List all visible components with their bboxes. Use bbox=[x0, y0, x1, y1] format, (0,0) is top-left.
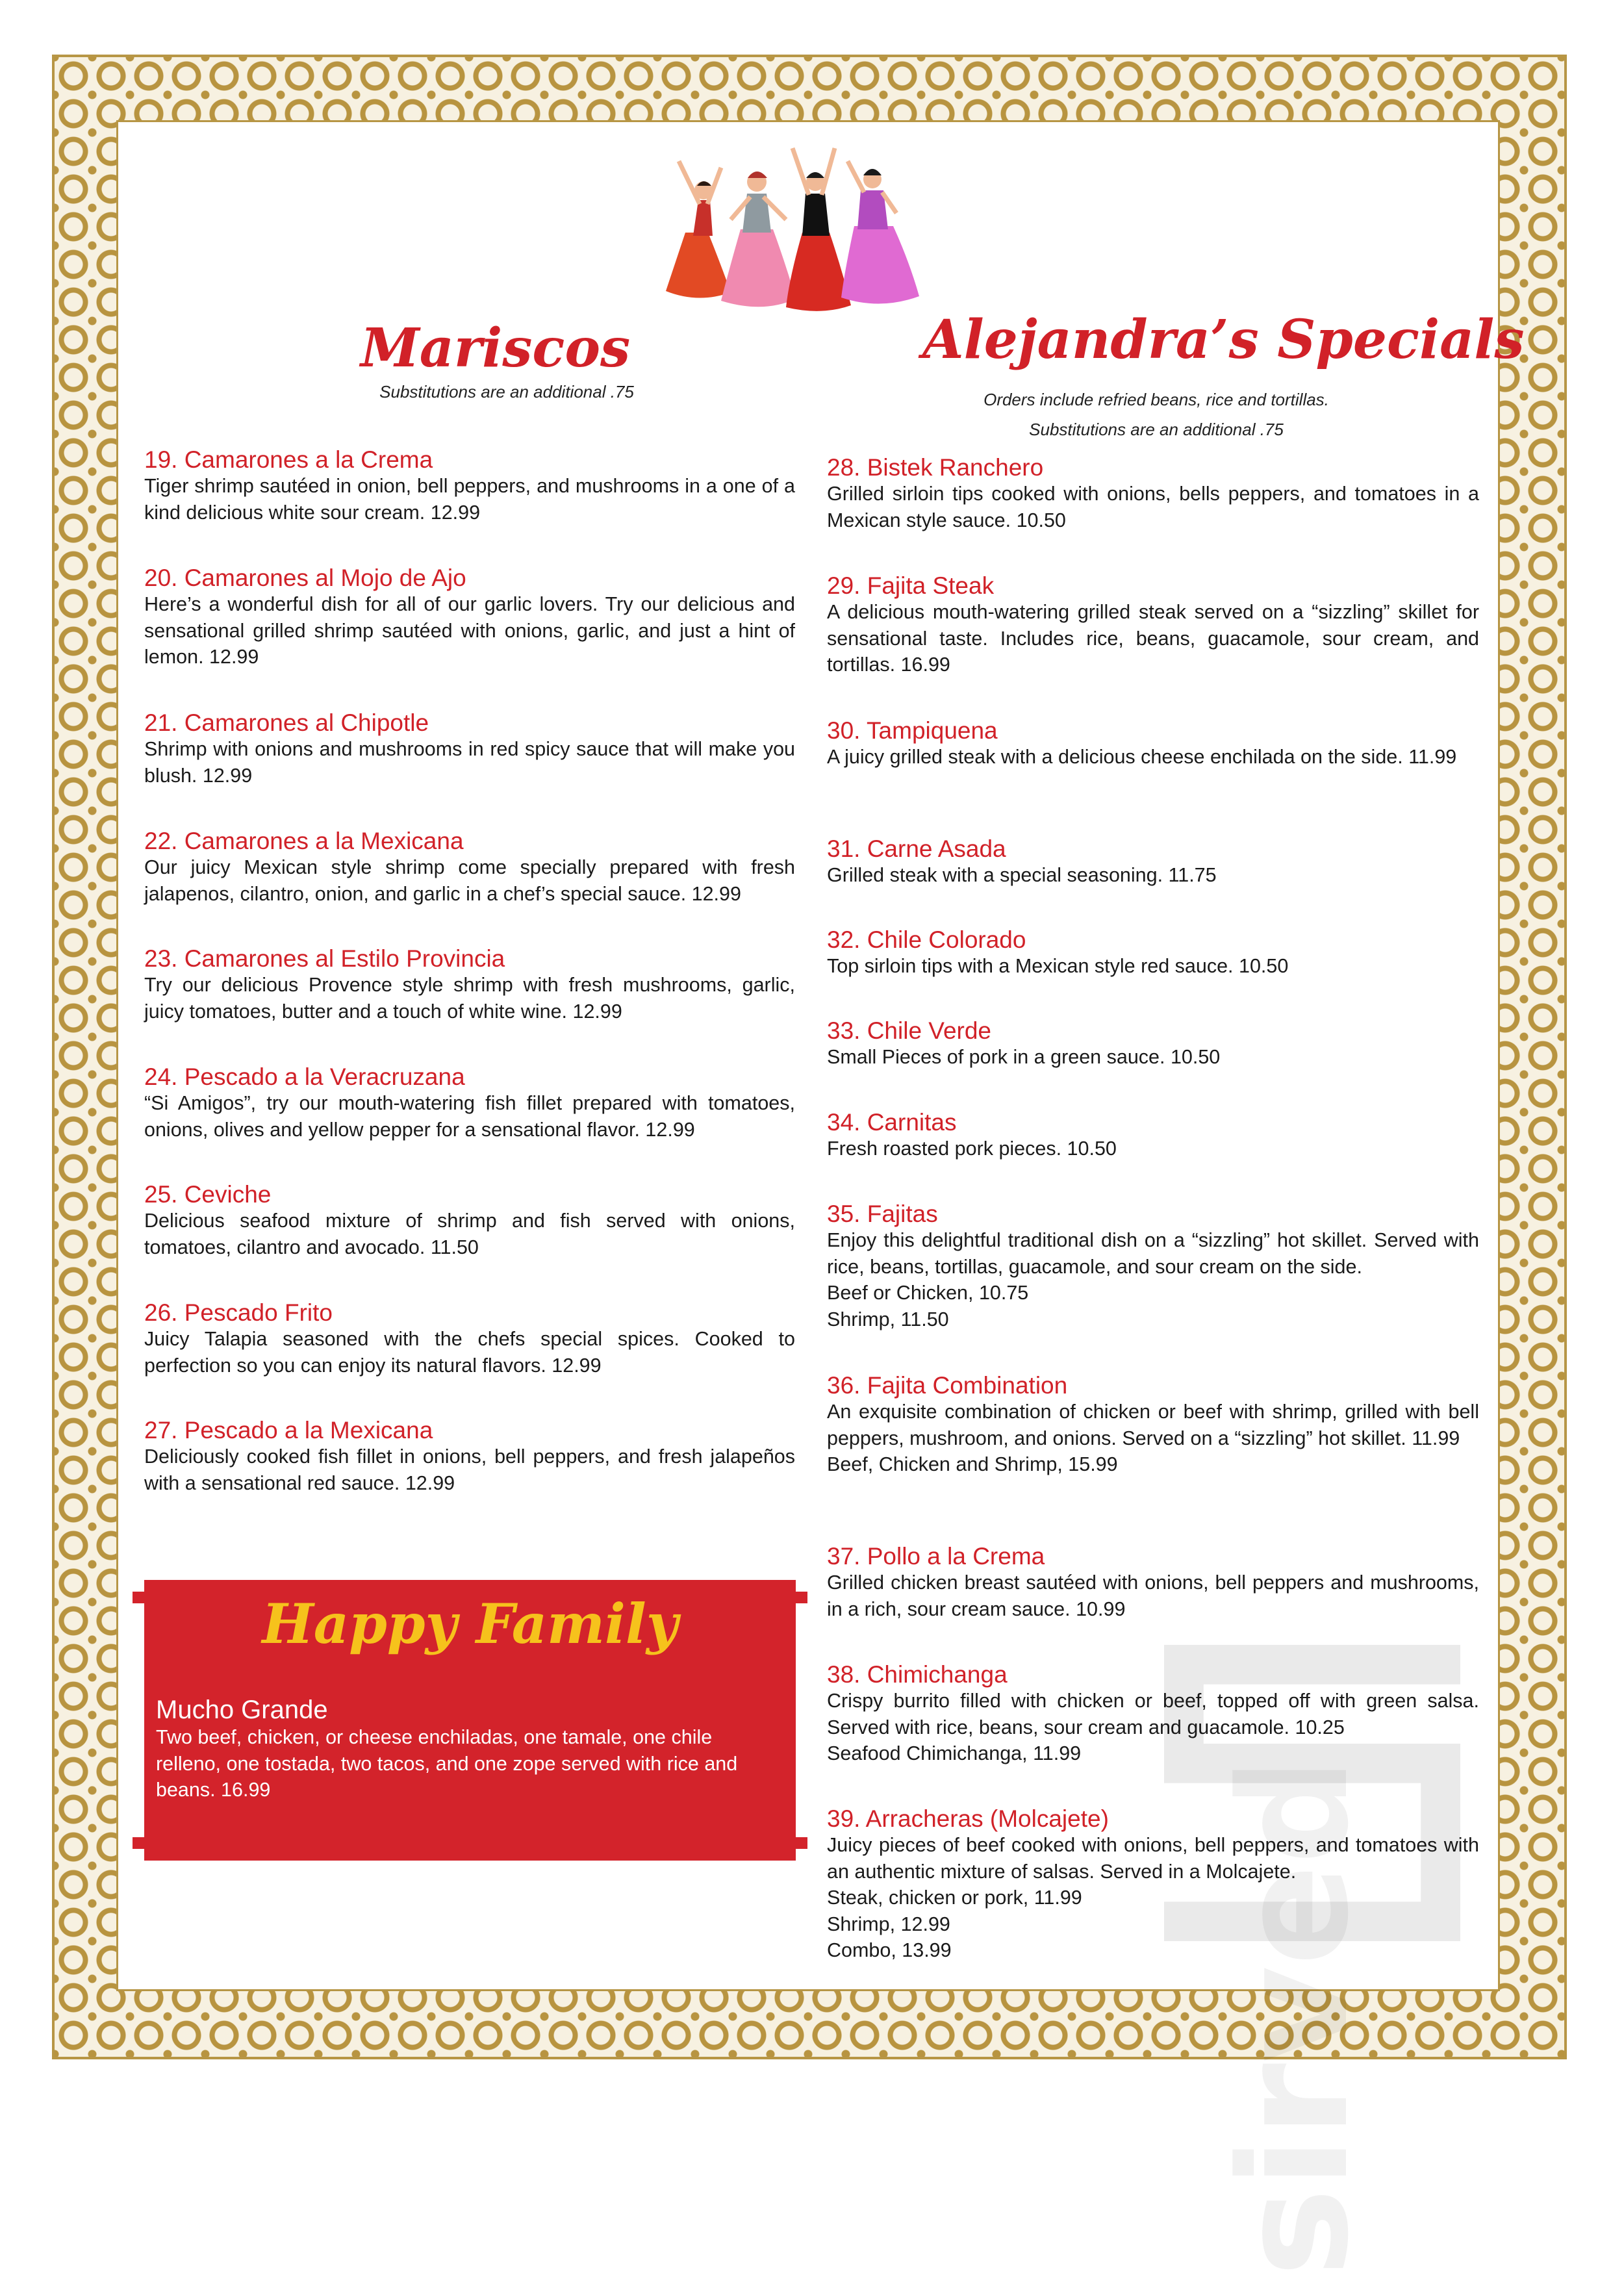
menu-item-19 bbox=[144, 447, 795, 526]
menu-item-description: Grilled steak with a special seasoning. 11.75 bbox=[827, 864, 1217, 886]
menu-item-33 bbox=[827, 1018, 1479, 1071]
menu-item-22 bbox=[144, 828, 795, 907]
menu-item-26 bbox=[144, 1300, 795, 1379]
menu-item-description: Delicious seafood mixture of shrimp and fish served with onions, tomatoes, cilantro and avocado. 11.50 bbox=[144, 1210, 795, 1258]
box-corner-notch bbox=[796, 1837, 807, 1849]
menu-item-29 bbox=[827, 573, 1479, 678]
happy-family-box bbox=[144, 1580, 796, 1861]
box-corner-notch bbox=[796, 1592, 807, 1603]
menu-item-name: 36. Fajita Combination bbox=[827, 1372, 1068, 1399]
menu-item-description: Two beef, chicken, or cheese enchiladas, one tamale, one chile relleno, one tostada, two tacos, and one zope served with rice and beans. 16.99 bbox=[156, 1726, 738, 1801]
mariscos-title: Mariscos bbox=[361, 317, 631, 379]
menu-item-name: 33. Chile Verde bbox=[827, 1017, 992, 1044]
menu-item-description: An exquisite combination of chicken or beef with shrimp, grilled with bell peppers, mushroom, and onions. Served on a “sizzling” hot skillet. 11.99 bbox=[827, 1401, 1479, 1449]
menu-item-description: “Si Amigos”, try our mouth-watering fish fillet prepared with tomatoes, onions, olives and yellow pepper for a sensational flavor. 12.99 bbox=[144, 1092, 795, 1141]
menu-item-description: Juicy Talapia seasoned with the chefs special spices. Cooked to perfection so you can enjoy its natural flavors. 12.99 bbox=[144, 1328, 795, 1377]
menu-item-variant: Beef, Chicken and Shrimp, 15.99 bbox=[827, 1453, 1118, 1475]
menu-item-20 bbox=[144, 565, 795, 670]
menu-item-name: 38. Chimichanga bbox=[827, 1661, 1008, 1688]
box-corner-notch bbox=[133, 1837, 144, 1849]
menu-item-variant: Shrimp, 12.99 bbox=[827, 1913, 950, 1935]
menu-item-30 bbox=[827, 718, 1479, 770]
menu-item-32 bbox=[827, 927, 1479, 980]
menu-item-description: Grilled sirloin tips cooked with onions, bells peppers, and tomatoes in a Mexican style sauce. 10.50 bbox=[827, 483, 1479, 531]
menu-item-name: 26. Pescado Frito bbox=[144, 1299, 333, 1326]
menu-item-description: Tiger shrimp sautéed in onion, bell peppers, and mushrooms in a one of a kind delicious white sour cream. 12.99 bbox=[144, 475, 795, 524]
menu-item-24 bbox=[144, 1064, 795, 1143]
specials-note-1: Orders include refried beans, rice and tortillas. bbox=[983, 390, 1329, 409]
menu-item-name: 22. Camarones a la Mexicana bbox=[144, 828, 464, 854]
menu-item-description: Small Pieces of pork in a green sauce. 10.50 bbox=[827, 1046, 1221, 1068]
menu-item-name: 28. Bistek Ranchero bbox=[827, 454, 1044, 481]
menu-item-variant: Steak, chicken or pork, 11.99 bbox=[827, 1887, 1082, 1909]
menu-item-variant: Combo, 13.99 bbox=[827, 1939, 952, 1961]
menu-item-34 bbox=[827, 1110, 1479, 1162]
specials-note-2: Substitutions are an additional .75 bbox=[1029, 420, 1284, 439]
menu-item-name: 32. Chile Colorado bbox=[827, 926, 1026, 953]
menu-item-name: 31. Carne Asada bbox=[827, 835, 1006, 862]
happy-family-title: Happy Family bbox=[262, 1592, 678, 1656]
menu-item-name: Mucho Grande bbox=[156, 1696, 328, 1724]
menu-item-description: Try our delicious Provence style shrimp with fresh mushrooms, garlic, juicy tomatoes, butter and a touch of white wine. 12.99 bbox=[144, 974, 795, 1023]
mariscos-note: Substitutions are an additional .75 bbox=[379, 382, 634, 401]
menu-item-25 bbox=[144, 1182, 795, 1260]
menu-item-description: Deliciously cooked fish fillet in onions, bell peppers, and fresh jalapeños with a sensational red sauce. 12.99 bbox=[144, 1445, 795, 1494]
menu-item-28 bbox=[827, 455, 1479, 533]
menu-item-name: 29. Fajita Steak bbox=[827, 572, 995, 599]
specials-title: Alejandra’s Specials bbox=[922, 309, 1525, 371]
menu-item-36 bbox=[827, 1373, 1479, 1478]
box-corner-notch bbox=[133, 1592, 144, 1603]
menu-item-description: Here’s a wonderful dish for all of our garlic lovers. Try our delicious and sensational grilled shrimp sautéed with onions, garlic, and just a hint of lemon. 12.99 bbox=[144, 593, 795, 668]
menu-item-name: 39. Arracheras (Molcajete) bbox=[827, 1805, 1109, 1832]
menu-item-description: Enjoy this delightful traditional dish on a “sizzling” hot skillet. Served with rice, beans, tortillas, guacamole, and sour cream on the side. bbox=[827, 1229, 1479, 1278]
menu-item-mucho-grande bbox=[156, 1696, 780, 1803]
menu-item-name: 25. Ceviche bbox=[144, 1181, 272, 1208]
menu-item-name: 19. Camarones a la Crema bbox=[144, 446, 433, 473]
menu-item-description: Juicy pieces of beef cooked with onions, bell peppers, and tomatoes with an authentic mixture of salsas. Served in a Molcajete. bbox=[827, 1834, 1479, 1883]
menu-item-name: 27. Pescado a la Mexicana bbox=[144, 1417, 433, 1444]
menu-item-name: 24. Pescado a la Veracruzana bbox=[144, 1063, 465, 1090]
menu-item-21 bbox=[144, 710, 795, 789]
sirved-watermark: sirved bbox=[1208, 1757, 1382, 2277]
menu-item-description: Our juicy Mexican style shrimp come specially prepared with fresh jalapenos, cilantro, onion, and garlic in a chef’s special sauce. 12.99 bbox=[144, 856, 795, 905]
menu-item-name: 21. Camarones al Chipotle bbox=[144, 709, 429, 736]
menu-item-name: 30. Tampiquena bbox=[827, 717, 998, 744]
menu-item-description: A juicy grilled steak with a delicious cheese enchilada on the side. 11.99 bbox=[827, 746, 1457, 768]
menu-item-31 bbox=[827, 836, 1479, 889]
menu-item-name: 35. Fajitas bbox=[827, 1201, 938, 1227]
menu-item-variant: Seafood Chimichanga, 11.99 bbox=[827, 1742, 1082, 1764]
menu-item-description: A delicious mouth-watering grilled steak served on a “sizzling” skillet for sensational taste. Includes rice, beans, guacamole, sour cream, and tortillas. 16.99 bbox=[827, 601, 1479, 676]
flamenco-dancers-illustration bbox=[659, 122, 926, 317]
menu-item-description: Shrimp with onions and mushrooms in red spicy sauce that will make you blush. 12.99 bbox=[144, 738, 795, 787]
menu-item-name: 23. Camarones al Estilo Provincia bbox=[144, 945, 505, 972]
menu-item-description: Crispy burrito filled with chicken or beef, topped off with green salsa. Served with rice, beans, sour cream and guacamole. 10.25 bbox=[827, 1690, 1479, 1738]
menu-item-35 bbox=[827, 1201, 1479, 1332]
menu-item-description: Fresh roasted pork pieces. 10.50 bbox=[827, 1138, 1117, 1160]
menu-item-name: 34. Carnitas bbox=[827, 1109, 957, 1136]
menu-item-variant: Shrimp, 11.50 bbox=[827, 1308, 949, 1330]
menu-item-description: Grilled chicken breast sautéed with onions, bell peppers and mushrooms, in a rich, sour cream sauce. 10.99 bbox=[827, 1571, 1479, 1620]
menu-item-name: 37. Pollo a la Crema bbox=[827, 1543, 1045, 1570]
menu-item-variant: Beef or Chicken, 10.75 bbox=[827, 1282, 1029, 1304]
menu-item-23 bbox=[144, 946, 795, 1024]
menu-item-name: 20. Camarones al Mojo de Ajo bbox=[144, 565, 466, 591]
menu-item-27 bbox=[144, 1418, 795, 1496]
menu-item-description: Top sirloin tips with a Mexican style red sauce. 10.50 bbox=[827, 955, 1289, 977]
